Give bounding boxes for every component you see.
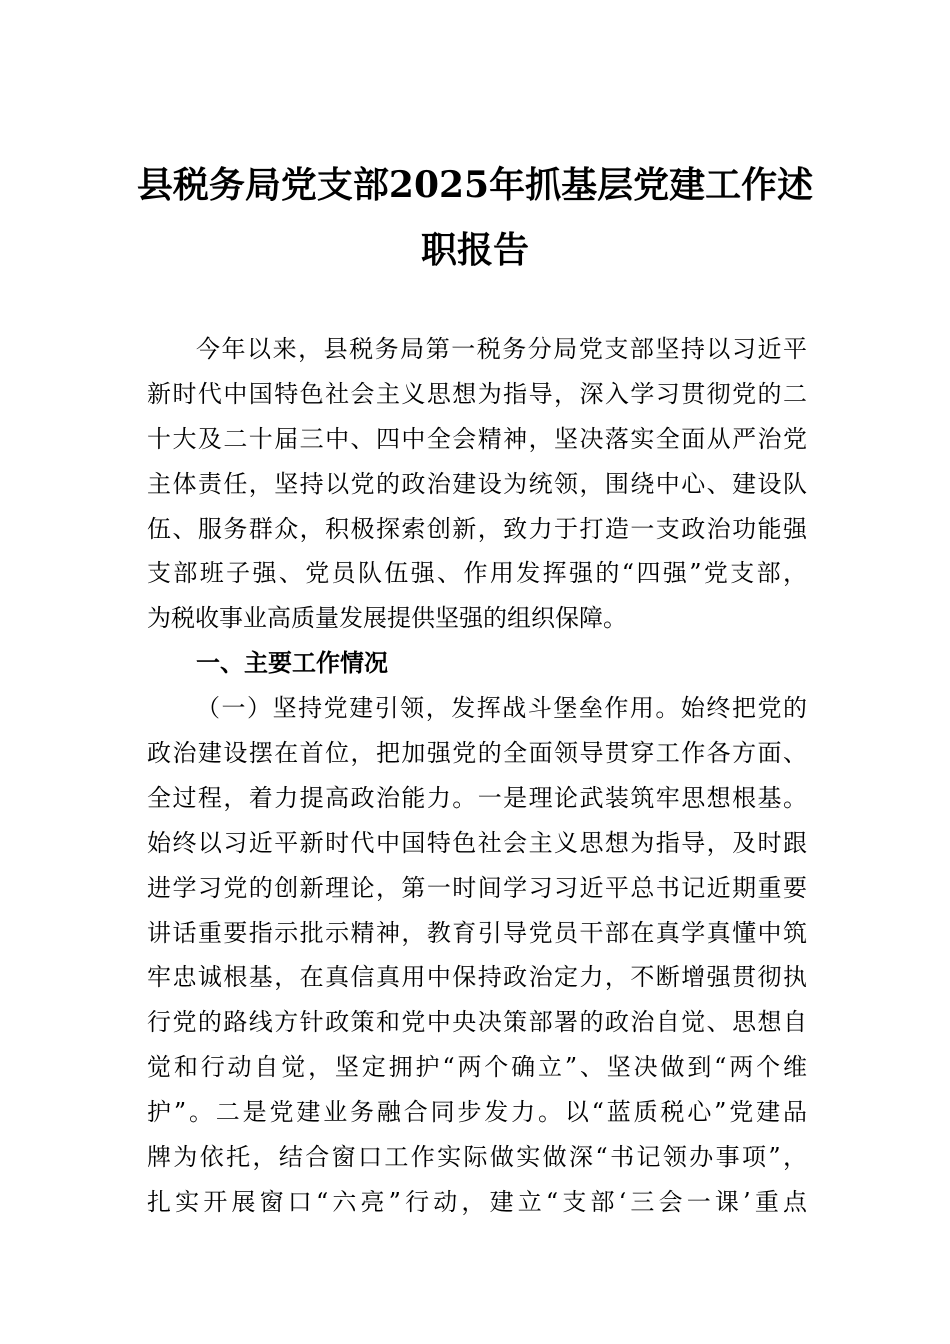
body-text-line: 牌为依托，结合窗口工作实际做实做深“书记领办事项”， (147, 1143, 807, 1172)
body-text-line: 今年以来，县税务局第一税务分局党支部坚持以习近平 (196, 335, 807, 363)
section-heading: 一、主要工作情况 (196, 649, 388, 678)
body-text-line: 为税收事业高质量发展提供坚强的组织保障。 (147, 604, 627, 633)
document-body (147, 327, 807, 1225)
body-text-line: （一）坚持党建引领，发挥战斗堡垒作用。始终把党的 (196, 694, 807, 723)
body-text-line: 主体责任，坚持以党的政治建设为统领，围绕中心、建设队 (147, 469, 807, 498)
body-text-line: 伍、服务群众，积极探索创新，致力于打造一支政治功能强 (147, 514, 807, 543)
document-title-line-1: 县税务局党支部2025年抓基层党建工作述 (136, 164, 814, 206)
body-text-line: 护”。二是党建业务融合同步发力。以“蓝质税心”党建品 (147, 1098, 807, 1127)
body-text-line: 始终以习近平新时代中国特色社会主义思想为指导，及时跟 (147, 828, 807, 857)
body-text-line: 全过程，着力提高政治能力。一是理论武装筑牢思想根基。 (147, 783, 807, 812)
body-text-line: 支部班子强、党员队伍强、作用发挥强的“四强”党支部， (147, 559, 807, 588)
body-text-line: 新时代中国特色社会主义思想为指导，深入学习贯彻党的二 (147, 379, 807, 408)
body-text-line: 进学习党的创新理论，第一时间学习习近平总书记近期重要 (147, 873, 807, 902)
body-text-line: 觉和行动自觉，坚定拥护“两个确立”、坚决做到“两个维 (147, 1053, 807, 1082)
body-text-line: 十大及二十届三中、四中全会精神，坚决落实全面从严治党 (147, 424, 807, 453)
body-text-line: 政治建设摆在首位，把加强党的全面领导贯穿工作各方面、 (147, 739, 807, 768)
body-text-line: 讲话重要指示批示精神，教育引导党员干部在真学真懂中筑 (147, 918, 807, 947)
body-text-line: 行党的路线方针政策和党中央决策部署的政治自觉、思想自 (147, 1008, 807, 1037)
body-text-line: 牢忠诚根基，在真信真用中保持政治定力，不断增强贯彻执 (147, 963, 807, 992)
body-text-line: 扎实开展窗口“六亮”行动，建立“支部‘三会一课’重点 (147, 1187, 807, 1216)
document-title-line-2: 职报告 (420, 229, 529, 271)
